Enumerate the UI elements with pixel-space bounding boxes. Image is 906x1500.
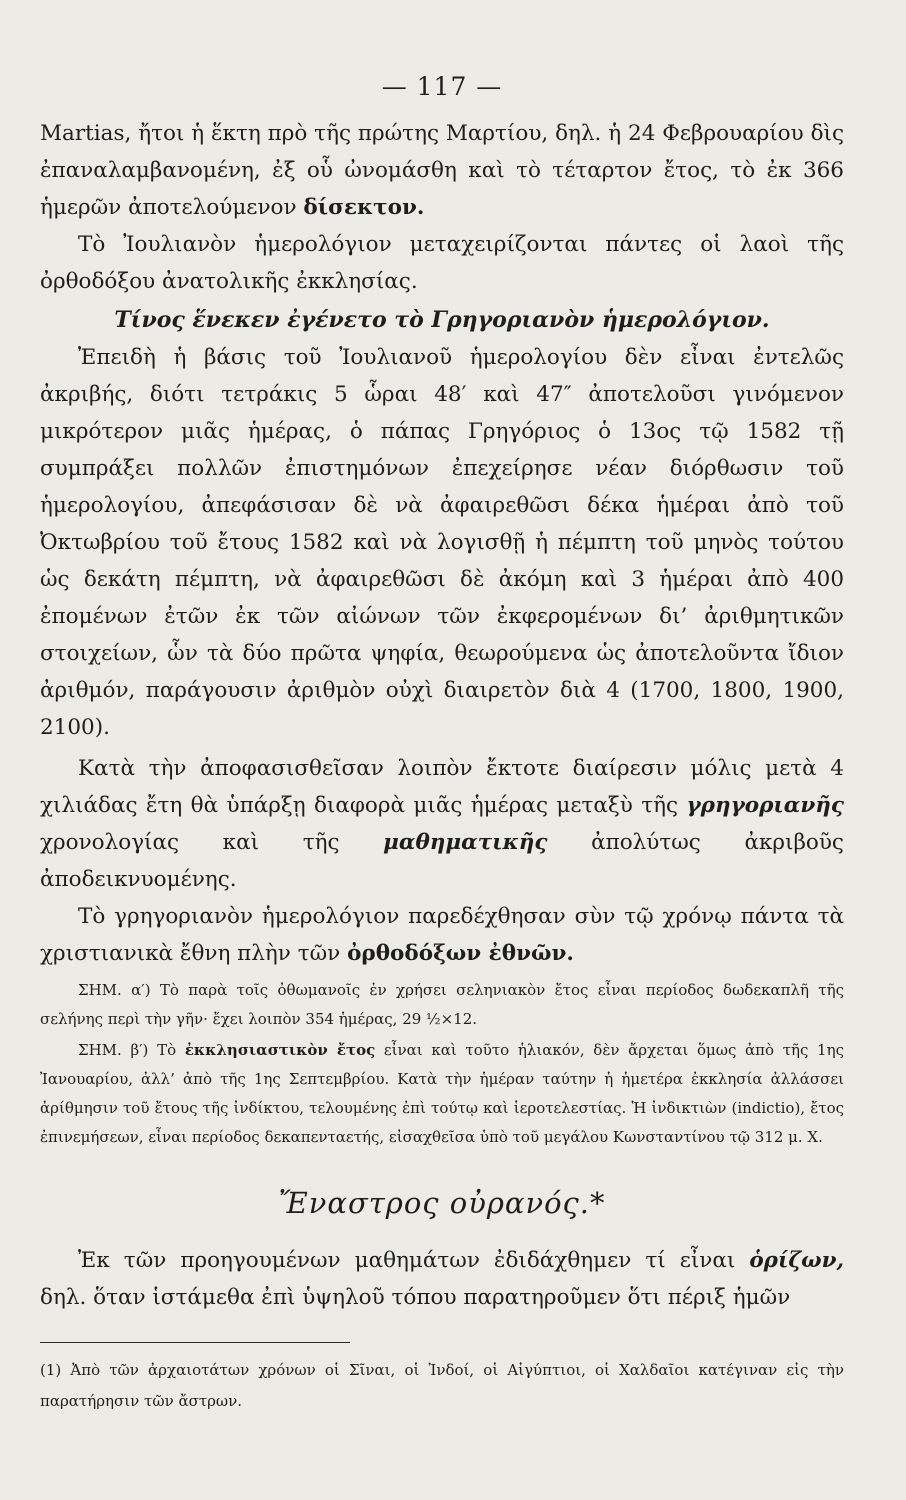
bold-term-disekton: δίσεκτον. <box>303 195 425 220</box>
paragraph-text: ἀπολύτως ἀκριβοῦς ἀποδεικνυομένης. <box>40 830 844 892</box>
paragraph-text: Ἐκ τῶν προηγουμένων μαθημάτων ἐδιδάχθημεν τί εἶναι <box>78 1248 736 1273</box>
emphasis-horizon: ὁρίζων, <box>749 1248 844 1273</box>
bold-ecclesiastical-year: ἐκκλησιαστικὸν ἔτος <box>184 1041 376 1059</box>
paragraph-adoption <box>40 898 844 972</box>
paragraph-text: Κατὰ τὴν ἀποφασισθεῖσαν λοιπὸν ἔκτοτε διαίρεσιν μόλις μετὰ 4 χιλιάδας ἔτη θὰ ὑπάρξῃ διαφορὰ μιᾶς ἡμέρας μεταξὺ τῆς <box>40 756 844 818</box>
subheading-gregorian-reason: Τίνος ἕνεκεν ἐγένετο τὸ Γρηγοριανὸν ἡμερολόγιον. <box>114 307 770 333</box>
paragraph-text: Martias, ἤτοι ἡ ἕκτη πρὸ τῆς πρώτης Μαρτίου, δηλ. ἡ 24 Φεβρουαρίου δὶς ἐπαναλαμβανομένη, ἐξ οὗ ὠνομάσθη καὶ τὸ τέταρτον ἔτος, τὸ ἐκ 366 ἡμερῶν ἀποτελούμενον <box>40 121 844 220</box>
note-text: Τὸ παρὰ τοῖς ὀθωμανοῖς ἐν χρήσει σεληνιακὸν ἔτος εἶναι περίοδος δωδεκαπλῆ τῆς σελήνης περὶ τὴν γῆν· ἔχει λοιπὸν 354 ἡμέρας, 29 ½×12. <box>40 981 844 1028</box>
paragraph-text: Τὸ γρηγοριανὸν ἡμερολόγιον παρεδέχθησαν σὺν τῷ χρόνῳ πάντα τὰ χριστιανικὰ ἔθνη πλὴν τῶν <box>40 904 844 966</box>
emphasis-gregorian: γρηγοριανῆς <box>686 793 844 818</box>
section-title-starry-sky: Ἔναστρος οὐρανός.* <box>278 1186 606 1220</box>
paragraph-text: χρονολογίας καὶ τῆς <box>40 830 340 855</box>
paragraph-martias <box>40 115 844 226</box>
page-number: — 117 — <box>381 72 503 101</box>
paragraph-text: δηλ. ὅταν ἱστάμεθα ἐπὶ ὑψηλοῦ τόπου παρατηροῦμεν ὅτι πέριξ ἡμῶν <box>40 1285 791 1310</box>
bold-orthodox-nations: ὀρθοδόξων ἐθνῶν. <box>347 941 574 966</box>
emphasis-mathematical: μαθηματικῆς <box>383 830 548 855</box>
note-ecclesiastical-year <box>40 1036 844 1152</box>
note-label: ΣΗΜ. β′) <box>78 1041 149 1059</box>
paragraph-difference <box>40 750 844 898</box>
note-label: ΣΗΜ. α′) <box>78 981 151 999</box>
footnote-divider <box>40 1342 350 1343</box>
note-text: εἶναι καὶ τοῦτο ἡλιακόν, δὲν ἄρχεται ὅμως ἀπὸ τῆς 1ης Ἰανουαρίου, ἀλλ’ ἀπὸ τῆς 1ης Σεπτεμβρίου. Κατὰ τὴν ἡμέραν ταύτην ἡ ἡμετέρα ἐκκλησία ἀλλάσσει ἀρίθμησιν τοῦ ἔτους τῆς ἰνδίκτου, τελουμένης ἐπὶ τούτῳ καὶ ἱεροτελεστίας. Ἡ ἰνδικτιὼν (indictio), ἔτος ἐπινεμήσεων, εἶναι περίοδος δεκαπενταετής, εἰσαχθεῖσα ὑπὸ τοῦ μεγάλου Κωνσταντίνου τῷ 312 μ. Χ. <box>40 1041 844 1146</box>
note-text: Τὸ <box>157 1041 177 1059</box>
footnote-ancient-astronomy: (1) Ἀπὸ τῶν ἀρχαιοτάτων χρόνων οἱ Σῖναι, οἱ Ἰνδοί, οἱ Αἰγύπτιοι, οἱ Χαλδαῖοι κατέγιναν εἰς τὴν παρατήρησιν τῶν ἄστρων. <box>40 1361 844 1410</box>
paragraph-horizon <box>40 1242 844 1316</box>
note-ottoman-year <box>40 976 844 1034</box>
paragraph-julian-usage: Τὸ Ἰουλιανὸν ἡμερολόγιον μεταχειρίζονται πάντες οἱ λαοὶ τῆς ὀρθοδόξου ἀνατολικῆς ἐκκλησίας. <box>40 232 844 294</box>
paragraph-gregorian-reform: Ἐπειδὴ ἡ βάσις τοῦ Ἰουλιανοῦ ἡμερολογίου δὲν εἶναι ἐντελῶς ἀκριβής, διότι τετράκις 5 ὧραι 48′ καὶ 47″ ἀποτελοῦσι γινόμενον μικρότερον μιᾶς ἡμέρας, ὁ πάπας Γρηγόριος ὁ 13ος τῷ 1582 τῇ συμπράξει πολλῶν ἐπιστημόνων ἐπεχείρησε νέαν διόρθωσιν τοῦ ἡμερολογίου, ἀπεφάσισαν δὲ νὰ ἀφαιρεθῶσι δέκα ἡμέραι ἀπὸ τοῦ Ὀκτωβρίου τοῦ ἔτους 1582 καὶ νὰ λογισθῇ ἡ πέμπτη τοῦ μηνὸς τούτου ὡς δεκάτη πέμπτη, νὰ ἀφαιρεθῶσι δὲ ἀκόμη καὶ 3 ἡμέραι ἀπὸ 400 ἐπομένων ἐτῶν ἐκ τῶν αἰώνων τῶν ἐκφερομένων δι’ ἀριθμητικῶν στοιχείων, ὧν τὰ δύο πρῶτα ψηφία, θεωρούμενα ὡς ἀποτελοῦντα ἴδιον ἀριθμόν, παράγουσιν ἀριθμὸν οὐχὶ διαιρετὸν διὰ 4 (1700, 1800, 1900, 2100). <box>40 345 844 740</box>
